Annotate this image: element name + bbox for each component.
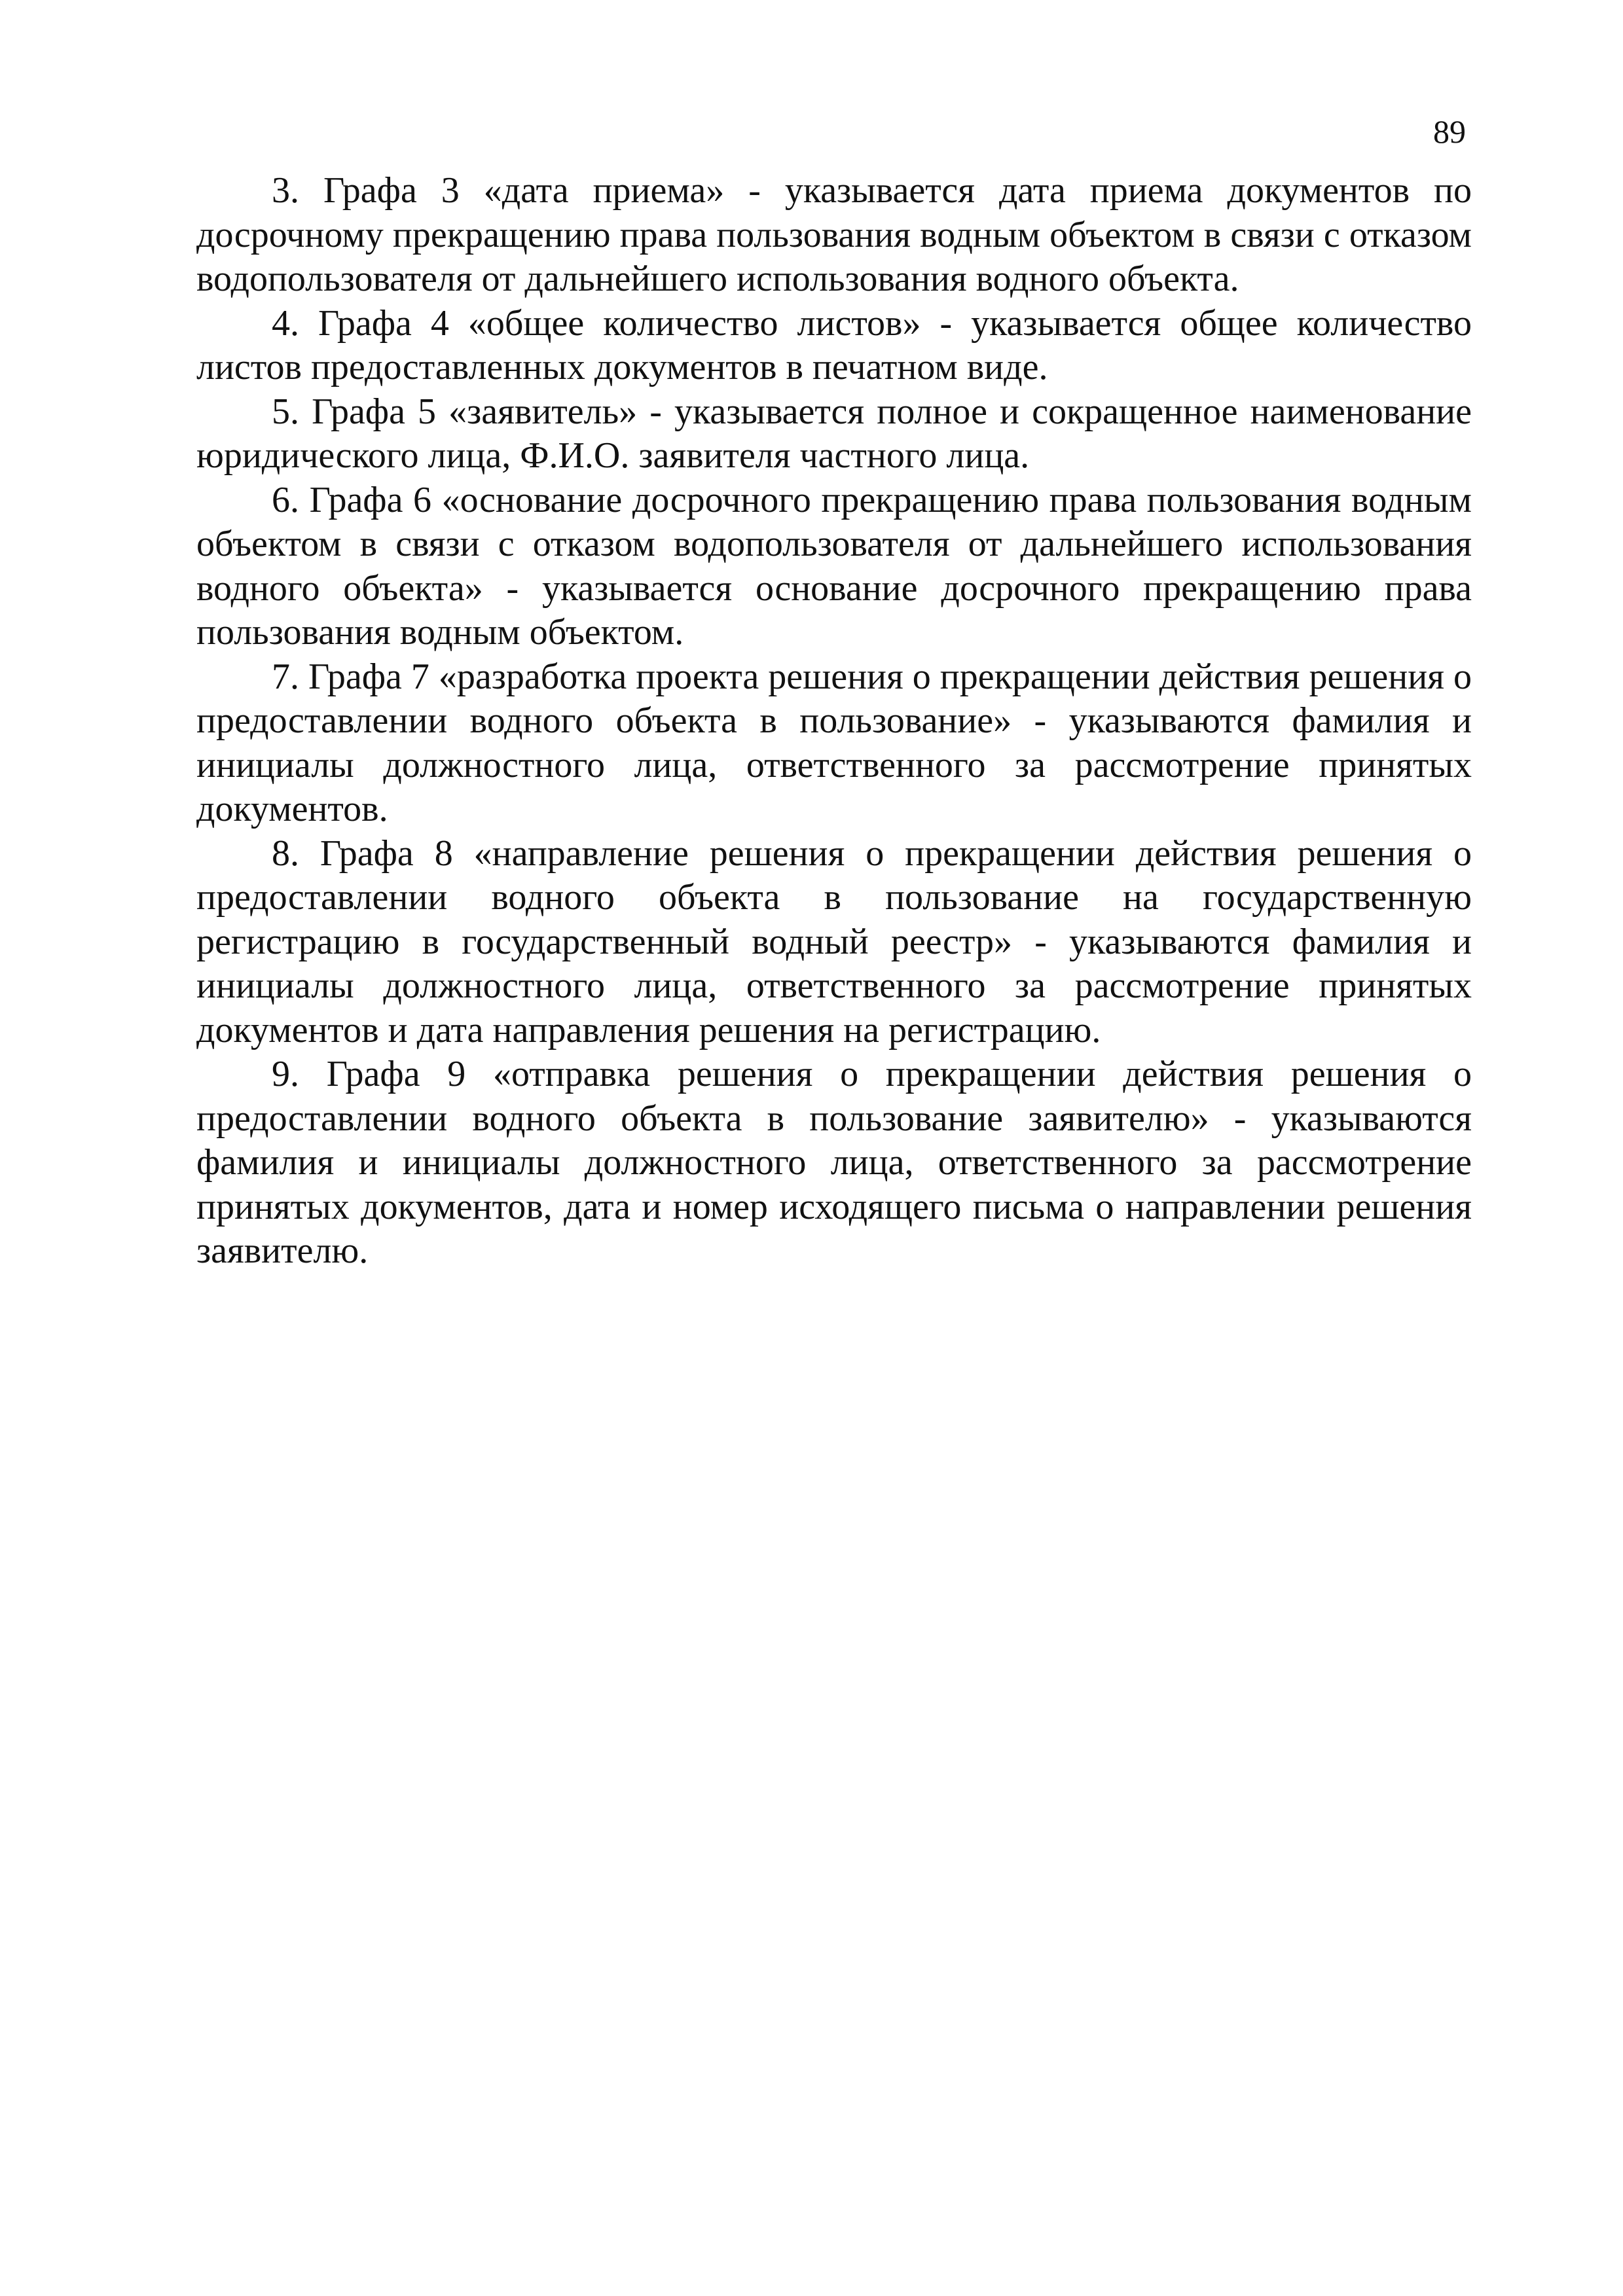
paragraph-column-8: 8. Графа 8 «направление решения о прекращении действия решения о предоставлении водного объекта в пользование на государственную регистрацию в государственный водный реестр» - указываются фамилия и инициалы должностного лица, ответственного за рассмотрение принятых документов и дата направления решения на регистрацию.: [196, 833, 1472, 1050]
document-body: [196, 169, 1472, 1274]
paragraph-column-6: 6. Графа 6 «основание досрочного прекращению права пользования водным объектом в связи с отказом водопользователя от дальнейшего использования водного объекта» - указывается основание досрочного прекращению права пользования водным объектом.: [196, 479, 1472, 653]
paragraph-column-3: 3. Графа 3 «дата приема» - указывается дата приема документов по досрочному прекращению права пользования водным объектом в связи с отказом водопользователя от дальнейшего использования водного объекта.: [196, 170, 1472, 299]
page-number: 89: [1433, 113, 1466, 150]
paragraph-column-4: 4. Графа 4 «общее количество листов» - указывается общее количество листов предоставленных документов в печатном виде.: [196, 302, 1472, 387]
paragraph-column-5: 5. Графа 5 «заявитель» - указывается полное и сокращенное наименование юридического лица, Ф.И.О. заявителя частного лица.: [196, 391, 1472, 476]
paragraph-column-9: 9. Графа 9 «отправка решения о прекращении действия решения о предоставлении водного объекта в пользование заявителю» - указываются фамилия и инициалы должностного лица, ответственного за рассмотрение принятых документов, дата и номер исходящего письма о направлении решения заявителю.: [196, 1054, 1472, 1271]
paragraph-column-7: 7. Графа 7 «разработка проекта решения о прекращении действия решения о предоставлении водного объекта в пользование» - указываются фамилия и инициалы должностного лица, ответственного за рассмотрение принятых документов.: [196, 656, 1472, 829]
